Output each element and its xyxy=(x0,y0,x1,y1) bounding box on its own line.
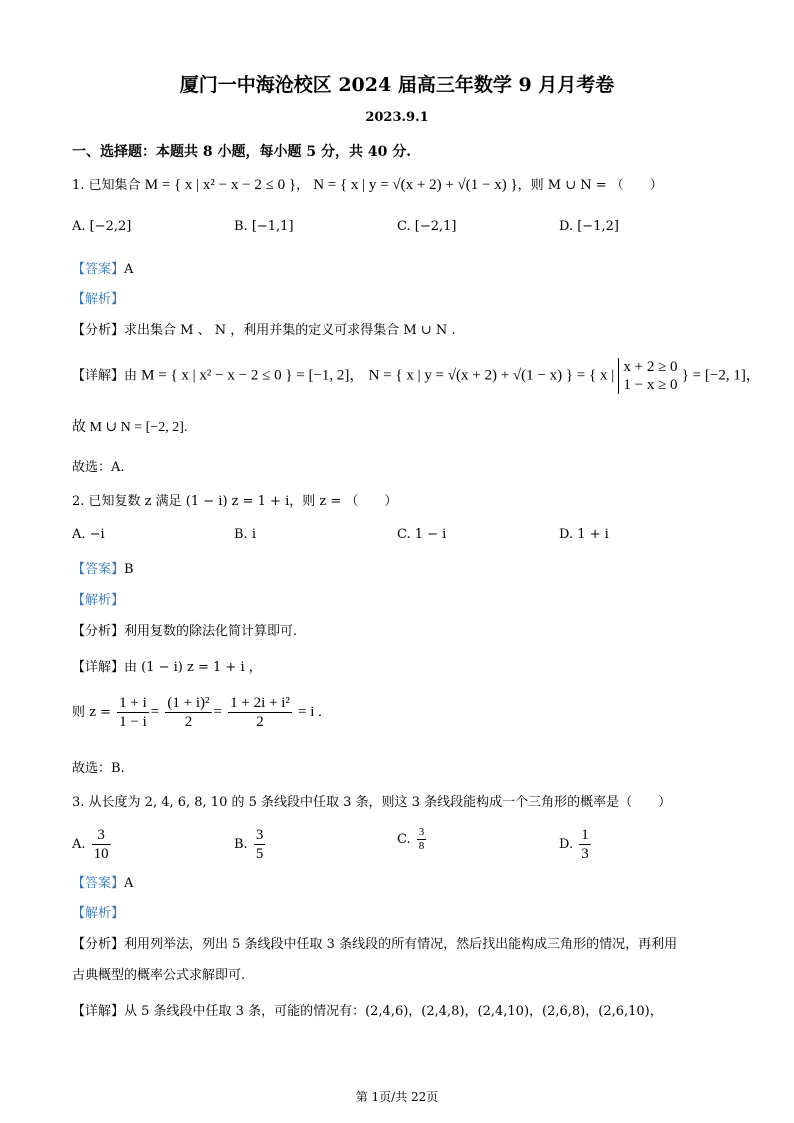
q2-answer: 【答案】B xyxy=(72,562,134,577)
q2-fenxi: 【分析】利用复数的除法化简计算即可. xyxy=(72,624,298,639)
q1-option-a: A. [−2,2] xyxy=(72,219,132,234)
q1-inequality-system: x + 2 ≥ 0 1 − x ≥ 0 xyxy=(618,358,677,394)
q3-option-d: D. $\frac{1}{3}$ xyxy=(559,827,589,862)
q1-detail: 【详解】由 M = { x | x² − x − 2 ≤ 0 } = [−1, 2]， N = { x | y = √(x + 2) + √(1 − x) } = { x | x + 2 ≥ 0 1 − x ≥ 0 } = [−2, 1]， xyxy=(72,359,761,393)
q1-option-c: C. [−2,1] xyxy=(397,219,457,234)
q1-conclusion: 故 M ∪ N = [−2, 2]. xyxy=(72,420,188,435)
q2-option-a: A. −i xyxy=(72,527,105,542)
q2-option-b: B. i xyxy=(234,527,256,542)
q1-option-d: D. [−1,2] xyxy=(559,219,619,234)
q2-analysis-tag: 【解析】 xyxy=(72,593,125,608)
page-title: 厦门一中海沧校区 2024 届高三年数学 9 月月考卷 xyxy=(179,74,615,96)
q3-analysis-tag: 【解析】 xyxy=(72,906,125,921)
exam-date: 2023.9.1 xyxy=(365,110,429,125)
q2-choice: 故选：B. xyxy=(72,761,125,776)
q3-stem: 3. 从长度为 2, 4, 6, 8, 10 的 5 条线段中任取 3 条，则这 3 条线段能构成一个三角形的概率是（ ） xyxy=(72,795,672,810)
q1-set-m: M = { x | x² − x − 2 ≤ 0 } xyxy=(144,177,297,193)
q3-option-c: C. $\frac{3}{8}$ xyxy=(397,826,425,852)
q3-option-a: A. $\frac{3}{10}$ xyxy=(72,827,109,862)
q1-stem: 1. 已知集合 M = { x | x² − x − 2 ≤ 0 }， N = { x | y = √(x + 2) + √(1 − x) }，则 M ∪ N = （ ） xyxy=(72,177,663,193)
q3-option-b: B. $\frac{3}{5}$ xyxy=(234,827,264,862)
q1-fenxi: 【分析】求出集合 M 、 N ，利用并集的定义可求得集合 M ∪ N . xyxy=(72,323,456,338)
q2-fraction-1: $\frac{1 + i}{1 - i}$ xyxy=(119,695,147,730)
q2-fraction-3: $\frac{\text{1 + 2i + i²}}{2}$ xyxy=(230,695,290,730)
section-heading: 一、选择题：本题共 8 小题，每小题 5 分，共 40 分. xyxy=(72,144,412,160)
q3-fenxi-line2: 古典概型的概率公式求解即可. xyxy=(72,968,246,983)
q2-detail: 【详解】由 (1 − i) z = 1 + i ， xyxy=(72,660,262,675)
q1-set-n: N = { x | y = √(x + 2) + √(1 − x) } xyxy=(313,177,518,193)
q1-choice: 故选：A. xyxy=(72,460,125,475)
q2-option-c: C. 1 − i xyxy=(397,527,447,542)
q2-option-d: D. 1 + i xyxy=(559,527,609,542)
q1-analysis-tag: 【解析】 xyxy=(72,292,125,307)
page-footer: 第 1页/共 22页 xyxy=(355,1090,439,1104)
q2-stem: 2. 已知复数 z 满足 (1 − i) z = 1 + i，则 z = （ ） xyxy=(72,494,398,509)
q2-fraction-2: $\frac{\text{(1 + i)²}}{2}$ xyxy=(167,695,210,730)
q1-answer: 【答案】A xyxy=(72,262,134,277)
q1-option-b: B. [−1,1] xyxy=(234,219,294,234)
q2-calculation: 则 z = $\frac{1 + i}{1 - i}$ = $\frac{\text{(1 + i)²}}{2}$ = $\frac{\text{1 + 2i + i²}}{2}$ = i . xyxy=(72,695,322,730)
q3-detail: 【详解】从 5 条线段中任取 3 条，可能的情况有：(2,4,6)，(2,4,8)，(2,4,10)，(2,6,8)，(2,6,10)， xyxy=(72,1004,663,1019)
q3-fenxi-line1: 【分析】利用列举法，列出 5 条线段中任取 3 条线段的所有情况，然后找出能构成三角形的情况，再利用 xyxy=(72,937,678,952)
q3-answer: 【答案】A xyxy=(72,876,134,891)
